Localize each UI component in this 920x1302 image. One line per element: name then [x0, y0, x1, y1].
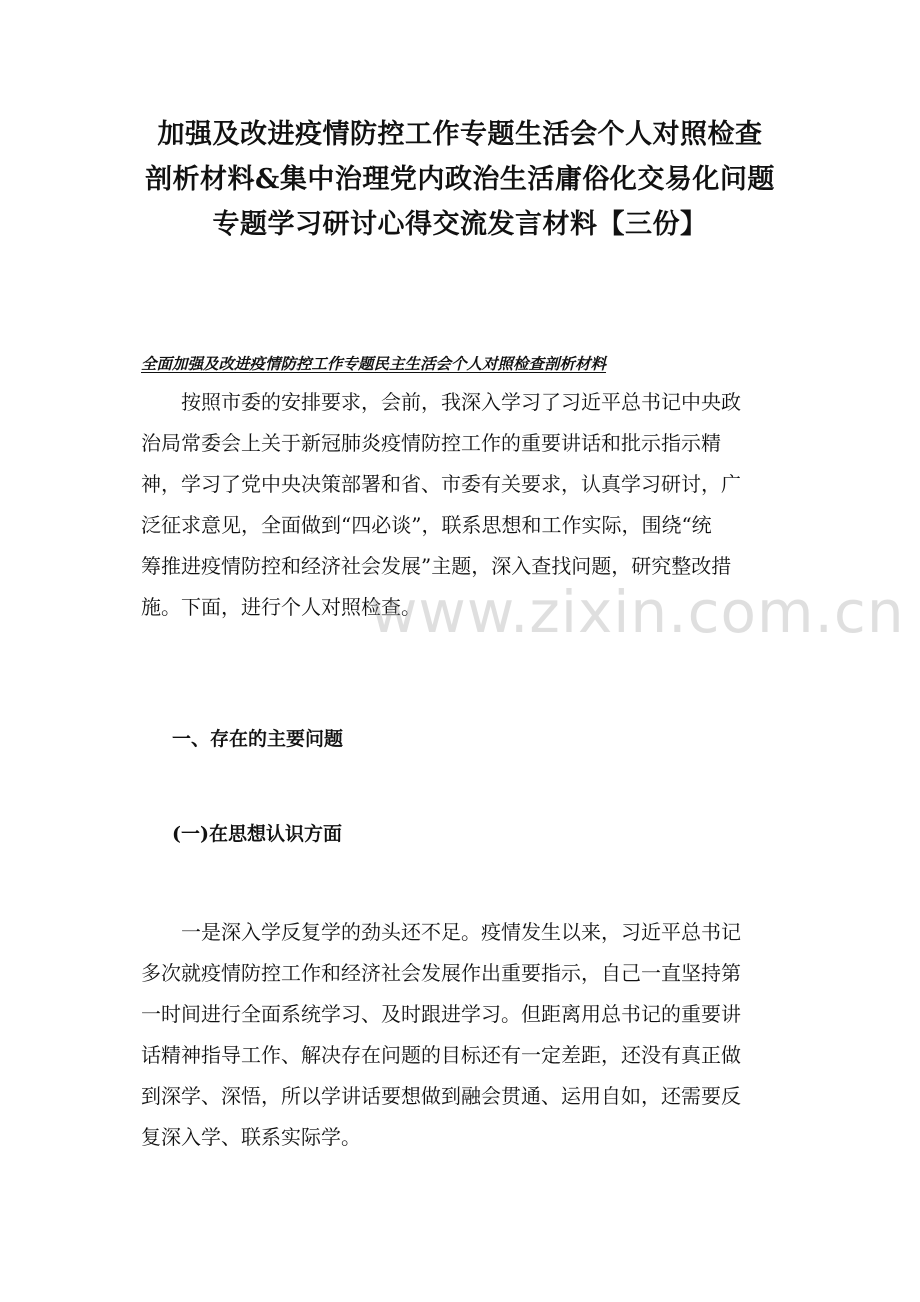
intro-line: 筹推进疫情防控和经济社会发展”主题，深入查找问题，研究整改措	[141, 554, 732, 578]
document-title	[120, 112, 800, 247]
intro-line: 治局常委会上关于新冠肺炎疫情防控工作的重要讲话和批示指示精	[141, 431, 721, 455]
title-line-1: 加强及改进疫情防控工作专题生活会个人对照检查	[157, 119, 763, 150]
body-paragraph	[141, 912, 781, 1158]
watermark: www.zixin.com.cn	[370, 578, 905, 646]
section-subtitle: 全面加强及改进疫情防控工作专题民主生活会个人对照检查剖析材料	[141, 354, 607, 373]
body-line: 话精神指导工作、解决存在问题的目标还有一定差距，还没有真正做	[141, 1043, 741, 1067]
intro-paragraph	[141, 382, 781, 628]
intro-line: 泛征求意见，全面做到“四必谈”，联系思想和工作实际，围绕“统	[141, 513, 712, 537]
intro-line: 施。下面，进行个人对照检查。	[141, 595, 421, 619]
body-line: 复深入学、联系实际学。	[141, 1125, 361, 1149]
title-line-2: 剖析材料&集中治理党内政治生活庸俗化交易化问题	[145, 164, 775, 195]
intro-line: 按照市委的安排要求，会前，我深入学习了习近平总书记中央政	[141, 390, 741, 414]
intro-line: 神，学习了党中央决策部署和省、市委有关要求，认真学习研讨，广	[141, 472, 741, 496]
section-heading-main-problems: 一、存在的主要问题	[172, 728, 344, 750]
body-line: 到深学、深悟，所以学讲话要想做到融会贯通、运用自如，还需要反	[141, 1084, 741, 1108]
body-line: 多次就疫情防控工作和经济社会发展作出重要指示，自己一直坚持第	[141, 961, 741, 985]
title-line-3: 专题学习研讨心得交流发言材料【三份】	[212, 209, 708, 240]
subsection-heading-thinking: (一)在思想认识方面	[172, 823, 342, 845]
body-line: 一时间进行全面系统学习、及时跟进学习。但距离用总书记的重要讲	[141, 1002, 741, 1026]
body-line: 一是深入学反复学的劲头还不足。疫情发生以来，习近平总书记	[141, 920, 741, 944]
